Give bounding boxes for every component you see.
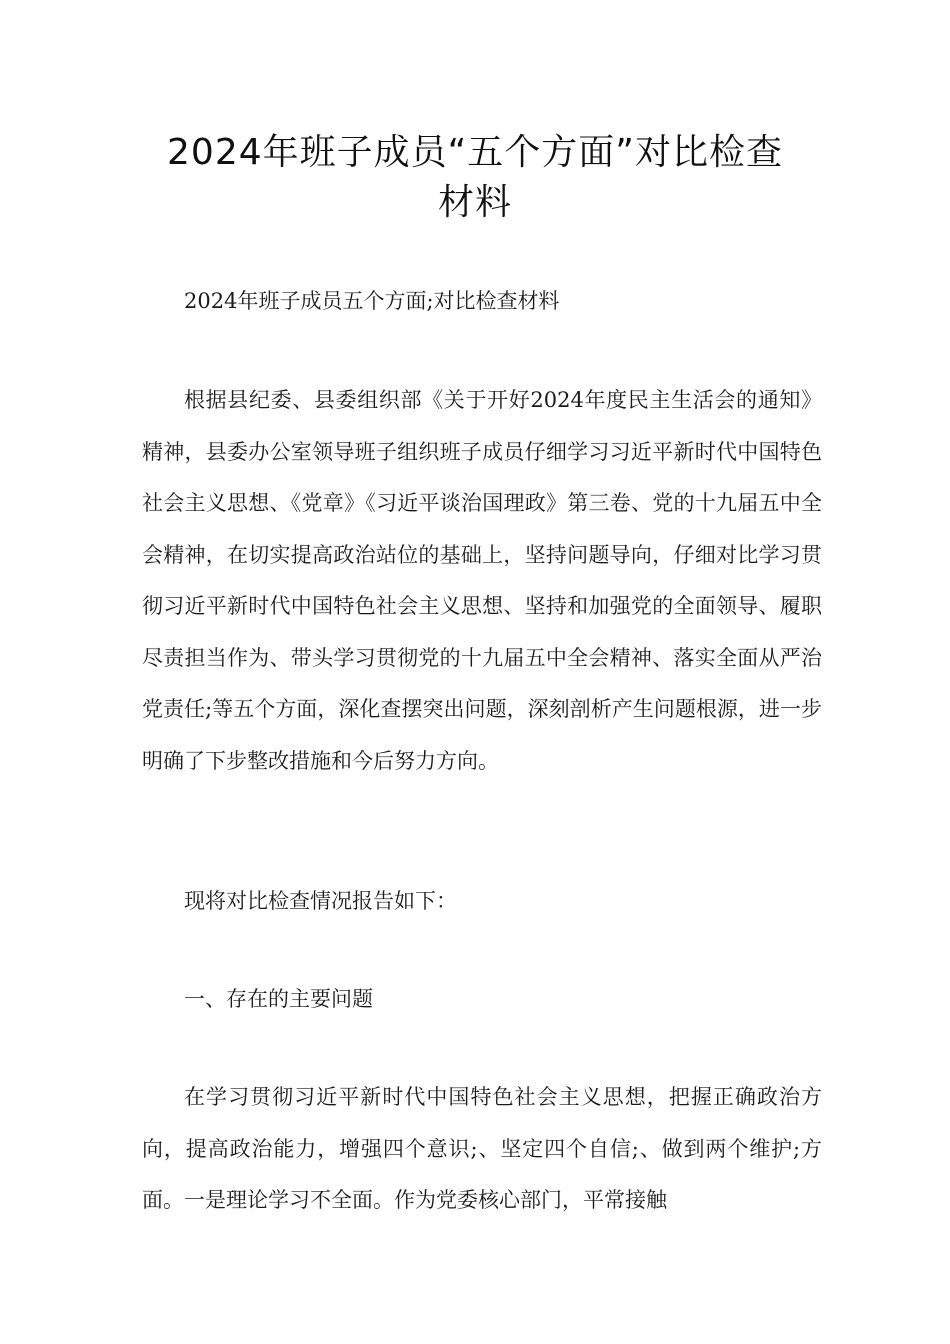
subtitle-paragraph: 2024年班子成员五个方面;对比检查材料 [184, 289, 560, 313]
section-heading: 一、存在的主要问题 [184, 987, 373, 1011]
document-title-line-1: 2024年班子成员“五个方面”对比检查 [167, 132, 783, 173]
document-title [0, 128, 950, 228]
report-lead-paragraph: 现将对比检查情况报告如下： [184, 889, 457, 913]
body-paragraph: 在学习贯彻习近平新时代中国特色社会主义思想，把握正确政治方向，提高政治能力，增强四个意识;、坚定四个自信;、做到两个维护;方面。一是理论学习不全面。作为党委核心部门，平常接触 [142, 1085, 822, 1212]
document-title-line-2: 材料 [437, 182, 512, 223]
intro-paragraph: 根据县纪委、县委组织部《关于开好2024年度民主生活会的通知》精神，县委办公室领导班子组织班子成员仔细学习习近平新时代中国特色社会主义思想、《党章》《习近平谈治国理政》第三卷、党的十九届五中全会精神，在切实提高政治站位的基础上，坚持问题导向，仔细对比学习贯彻习近平新时代中国特色社会主义思想、坚持和加强党的全面领导、履职尽责担当作为、带头学习贯彻党的十九届五中全会精神、落实全面从严治党责任;等五个方面，深化查摆突出问题，深刻剖析产生问题根源，进一步明确了下步整改措施和今后努力方向。 [142, 388, 822, 773]
